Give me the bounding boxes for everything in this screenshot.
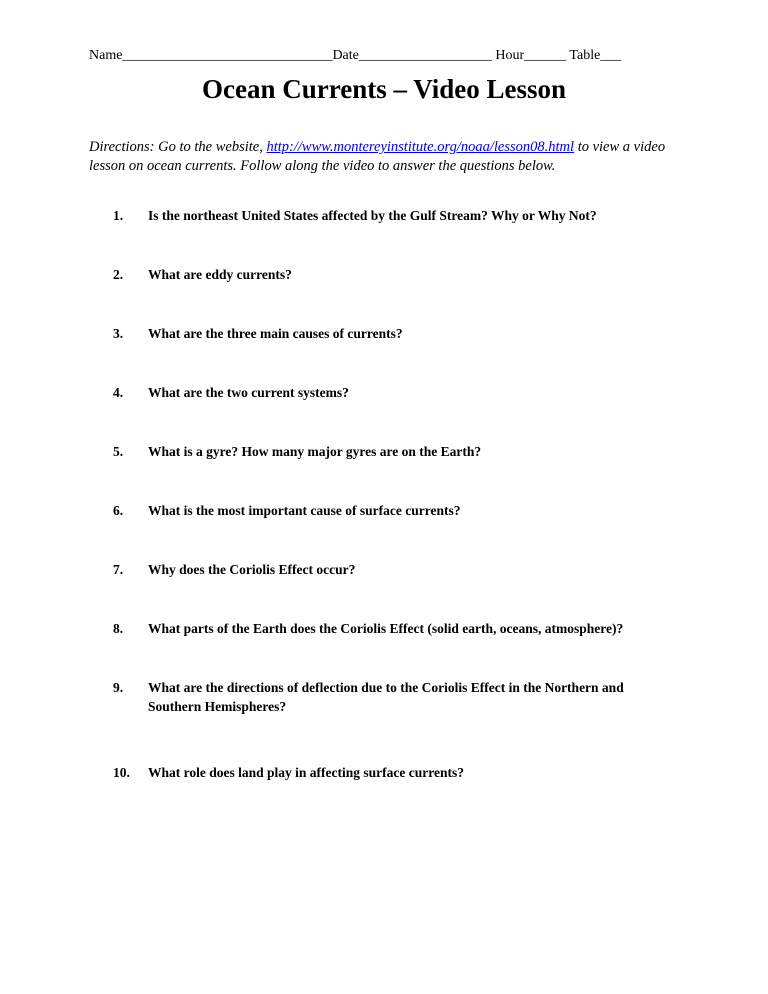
page-title: Ocean Currents – Video Lesson [201, 74, 566, 104]
question-1 [113, 206, 673, 225]
question-number: 3. [113, 326, 124, 341]
question-number: 10. [113, 765, 130, 780]
question-3 [113, 324, 673, 343]
name-blank[interactable]: ______________________________ [122, 48, 333, 63]
lesson-link[interactable]: http://www.montereyinstitute.org/noaa/lesson08.html [266, 139, 575, 155]
question-text: What are the two current systems? [148, 385, 349, 400]
question-text: What are the directions of deflection due to the Coriolis Effect in the Northern and Southern Hemispheres? [148, 680, 624, 714]
question-number: 5. [113, 444, 124, 459]
question-text: What is the most important cause of surface currents? [148, 503, 461, 518]
question-8 [113, 619, 673, 638]
question-text: Is the northeast United States affected by the Gulf Stream? Why or Why Not? [148, 208, 597, 223]
question-2 [113, 265, 673, 284]
question-number: 2. [113, 267, 124, 282]
directions-suffix: to view a video lesson on ocean currents. Follow along the video to answer the questions below. [89, 139, 666, 174]
question-text: What role does land play in affecting surface currents? [148, 765, 464, 780]
question-number: 9. [113, 680, 124, 695]
question-number: 7. [113, 562, 124, 577]
question-text: What is a gyre? How many major gyres are on the Earth? [148, 444, 482, 459]
date-blank[interactable]: ___________________ [358, 48, 492, 63]
table-label: Table [566, 48, 601, 63]
question-9 [113, 678, 673, 716]
question-number: 8. [113, 621, 124, 636]
question-7 [113, 560, 673, 579]
table-blank[interactable]: ___ [600, 48, 622, 63]
question-text: What are the three main causes of currents? [148, 326, 403, 341]
question-number: 1. [113, 208, 124, 223]
question-number: 4. [113, 385, 124, 400]
directions-prefix: Directions: Go to the website, [89, 139, 267, 155]
directions [89, 138, 689, 176]
question-10 [113, 763, 673, 782]
hour-blank[interactable]: ______ [524, 48, 567, 63]
question-4 [113, 383, 673, 402]
student-info-line [89, 48, 621, 64]
hour-label: Hour [491, 48, 525, 63]
name-label: Name [89, 48, 123, 63]
question-number: 6. [113, 503, 124, 518]
question-text: What are eddy currents? [148, 267, 292, 282]
question-5 [113, 442, 673, 461]
question-text: What parts of the Earth does the Coriolis Effect (solid earth, oceans, atmosphere)? [148, 621, 624, 636]
question-6 [113, 501, 673, 520]
question-text: Why does the Coriolis Effect occur? [148, 562, 356, 577]
date-label: Date [332, 48, 359, 63]
